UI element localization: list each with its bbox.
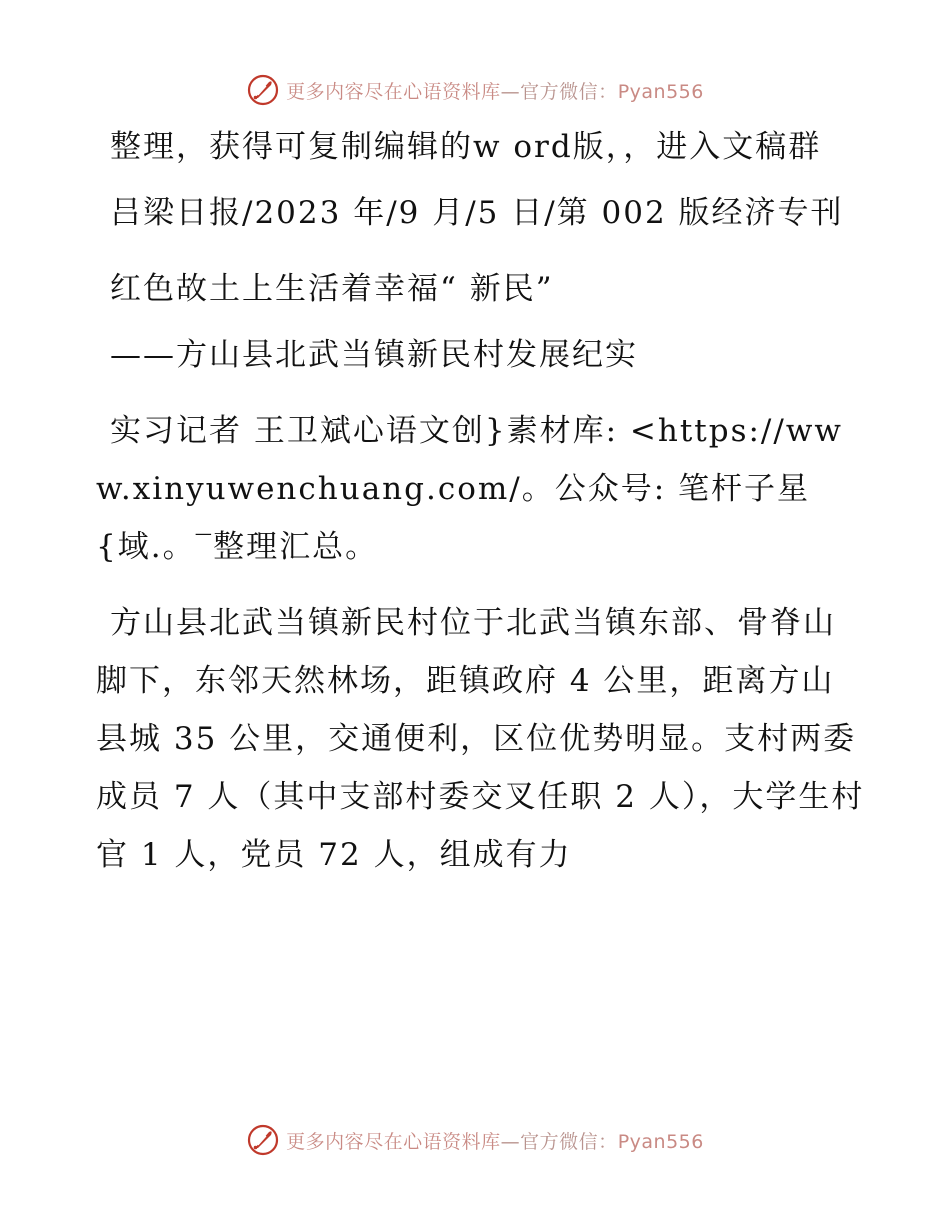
- header-banner: [0, 70, 950, 110]
- body-paragraph: 方山县北武当镇新民村位于北武当镇东部、骨脊山脚下，东邻天然林场，距镇政府 4 公里，距离方山县城 35 公里，交通便利，区位优势明显。支村两委成员 7 人（其中支部村委交叉任职 2 人），大学生村官 1 人，党员 72 人，组成有力: [96, 605, 865, 873]
- source-line: 吕梁日报/2023 年/9 月/5 日/第 002 版经济专刊: [110, 195, 844, 231]
- footer-site-text: 更多内容尽在心语资料库: [286, 1130, 501, 1153]
- byline: 实习记者 王卫斌心语文创}素材库: <https://www.xinyuwenchuang.com/。公众号: 笔杆子星{域.。‾整理汇总。: [96, 413, 843, 565]
- footer-banner: [0, 1120, 950, 1160]
- footer-separator: —: [500, 1130, 521, 1153]
- header-separator: —: [500, 80, 521, 103]
- header-site-text: 更多内容尽在心语资料库: [286, 80, 501, 103]
- feather-pen-circle-icon: [246, 1123, 280, 1157]
- footer-wechat-id: Pyan556: [617, 1130, 704, 1153]
- intro-line: 整理，获得可复制编辑的w ord版，，进入文稿群: [110, 129, 822, 165]
- article-title: 红色故土上生活着幸福“ 新民”: [110, 271, 554, 307]
- header-wechat-label: 官方微信：: [520, 80, 618, 103]
- footer-wechat-label: 官方微信：: [520, 1130, 618, 1153]
- header-banner-inner: [246, 73, 704, 107]
- header-wechat-id: Pyan556: [617, 80, 704, 103]
- article-subtitle: ——方山县北武当镇新民村发展纪实: [110, 337, 638, 373]
- footer-banner-text: [286, 1127, 704, 1154]
- header-banner-text: [286, 77, 704, 104]
- document-body: [96, 118, 866, 902]
- footer-banner-inner: [246, 1123, 704, 1157]
- feather-pen-circle-icon: [246, 73, 280, 107]
